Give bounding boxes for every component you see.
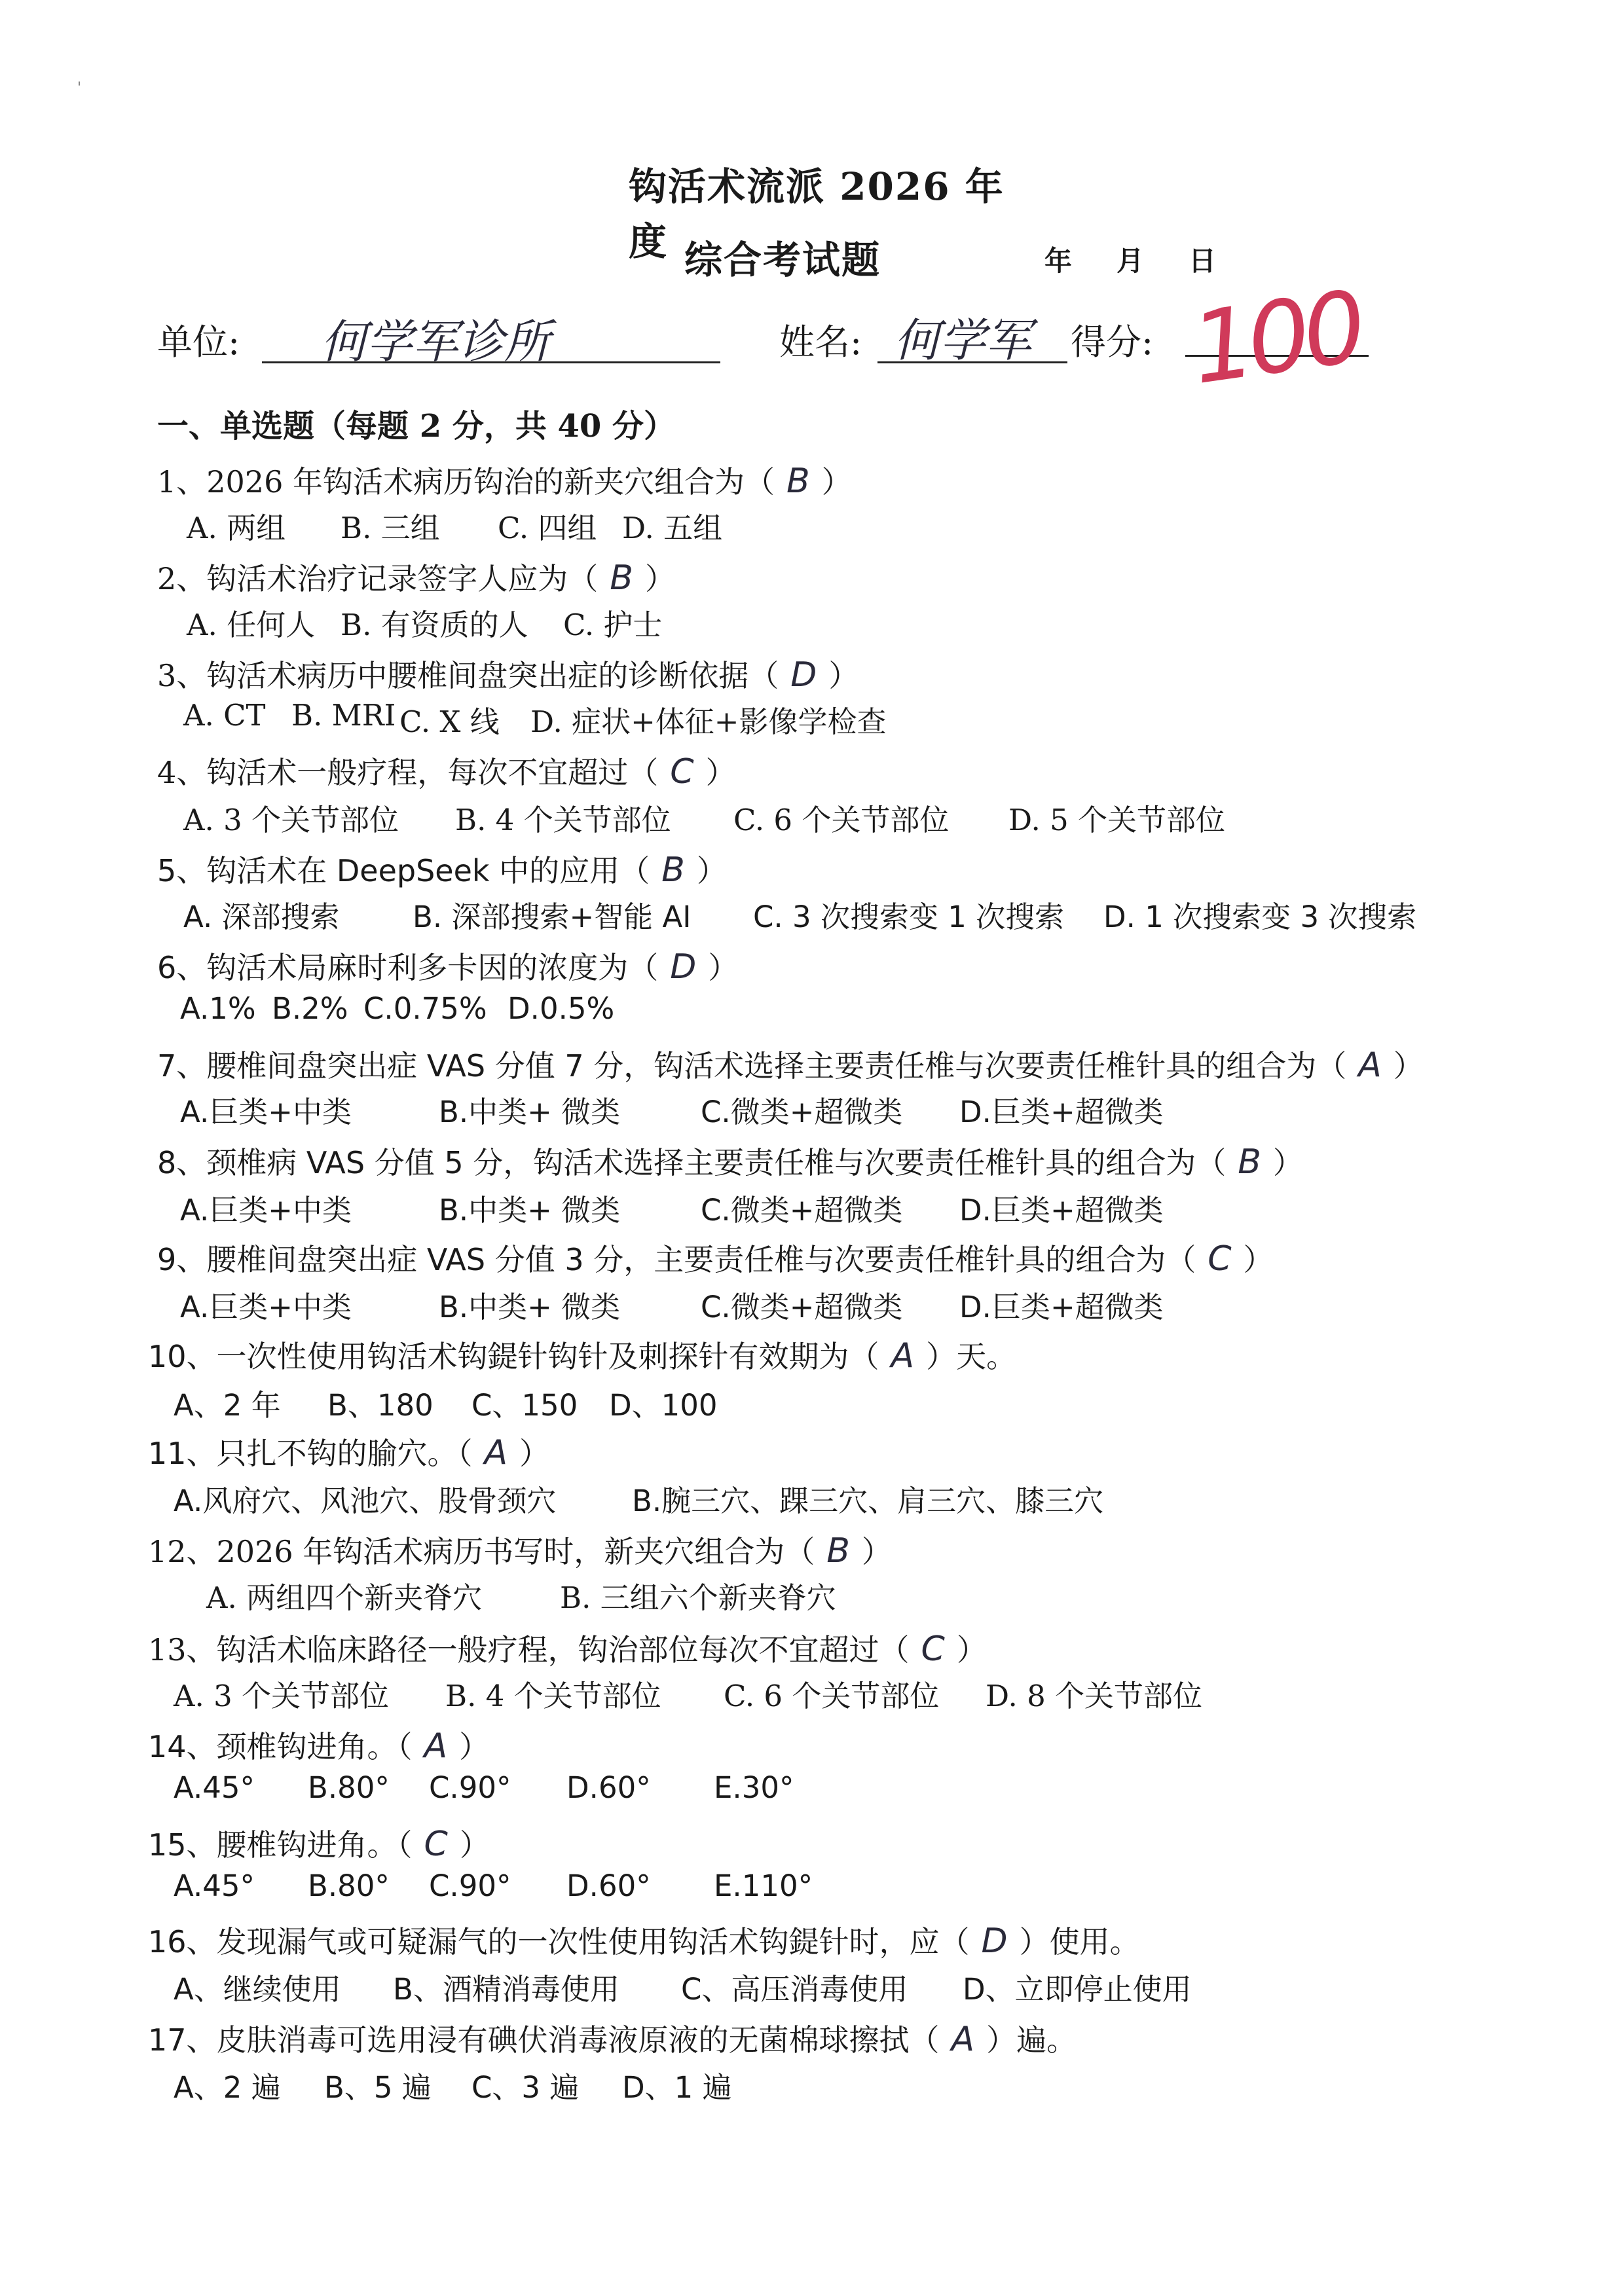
option-item: E.110° [714, 1868, 813, 1903]
handwritten-answer: C [424, 1825, 448, 1864]
handwritten-answer: A [951, 2020, 975, 2059]
option-row [174, 1477, 1450, 1516]
option-item: B.80° [308, 1770, 390, 1805]
question-text: 17、皮肤消毒可选用浸有碘伏消毒液原液的无菌棉球擦拭（ [148, 2022, 940, 2058]
option-item: C.微类+超微类 [701, 1290, 903, 1324]
question-text: 8、颈椎病 VAS 分值 5 分，钩活术选择主要责任椎与次要责任椎针具的组合为（ [157, 1145, 1227, 1180]
question-text: 2、钩活术治疗记录签字人应为（ [157, 561, 599, 596]
option-row [180, 991, 1457, 1030]
question-stem [148, 1821, 490, 1865]
handwritten-answer: A [891, 1336, 915, 1376]
option-row [206, 1574, 1483, 1613]
question-text-end: ） [708, 950, 739, 985]
question-stem [157, 652, 858, 695]
option-item: C.微类+超微类 [701, 1095, 903, 1129]
date-fields [1044, 240, 1261, 279]
question-text: 11、只扎不钩的腧穴。（ [148, 1436, 473, 1471]
handwritten-answer: B [1238, 1142, 1261, 1182]
question-text-end: ） [1393, 1048, 1424, 1084]
handwritten-answer: D [981, 1922, 1008, 1961]
option-item: B. MRI [291, 698, 396, 733]
option-item: D. 1 次搜索变 3 次搜索 [1103, 900, 1417, 934]
handwritten-answer: A [484, 1433, 508, 1472]
option-item: B. 深部搜索+智能 AI [413, 900, 692, 934]
option-item: C. 3 次搜索变 1 次搜索 [753, 900, 1065, 934]
handwritten-answer: B [826, 1531, 850, 1571]
option-item: B.中类+ 微类 [439, 1193, 621, 1228]
option-item: A. 两组四个新夹脊穴 [206, 1580, 483, 1615]
option-item: B. 三组六个新夹脊穴 [560, 1580, 836, 1615]
scan-speck: ' [77, 80, 82, 96]
question-stem [157, 1139, 1303, 1182]
option-row [174, 1381, 1450, 1421]
date-year: 年 [1044, 245, 1073, 277]
option-item: A.巨类+中类 [180, 1193, 352, 1228]
question-text-end: ） [705, 755, 736, 790]
option-item: C.90° [429, 1868, 511, 1903]
question-text-end: ） [821, 464, 852, 500]
option-item: A. CT [183, 698, 266, 733]
question-stem [157, 749, 736, 792]
option-row [174, 1770, 1450, 1810]
handwritten-answer: B [610, 558, 633, 598]
question-stem [157, 1042, 1424, 1085]
question-text: 16、发现漏气或可疑漏气的一次性使用钩活术钩鍉针时，应（ [148, 1924, 970, 1959]
question-text: 14、颈椎钩进角。（ [148, 1729, 413, 1764]
option-item: A. 3 个关节部位 [174, 1679, 390, 1713]
option-item: E.30° [714, 1770, 794, 1805]
option-item: A. 任何人 [187, 608, 316, 642]
question-stem [157, 847, 727, 890]
unit-label: 单位: [157, 321, 240, 363]
option-item: B.中类+ 微类 [439, 1290, 621, 1324]
option-item: B.中类+ 微类 [439, 1095, 621, 1129]
option-item: D.巨类+超微类 [959, 1095, 1164, 1129]
option-item: D.巨类+超微类 [959, 1193, 1164, 1228]
question-text: 15、腰椎钩进角。（ [148, 1827, 413, 1863]
name-label: 姓名: [779, 321, 862, 363]
question-text: 4、钩活术一般疗程，每次不宜超过（ [157, 755, 659, 790]
question-stem [157, 458, 852, 501]
question-text-end: ） [861, 1534, 892, 1569]
exam-title: 钩活术流派 2026 年度 [629, 164, 1005, 264]
question-stem [157, 944, 738, 987]
option-item: D. 五组 [622, 511, 723, 545]
question-stem [148, 2016, 1077, 2060]
option-row [174, 1965, 1450, 2005]
question-text: 12、2026 年钩活术病历书写时，新夹穴组合为（ [148, 1534, 815, 1569]
question-text: 6、钩活术局麻时利多卡因的浓度为（ [157, 950, 659, 985]
question-stem [148, 1430, 549, 1473]
exam-subtitle: 综合考试题 [684, 238, 881, 282]
question-text: 1、2026 年钩活术病历钩治的新夹穴组合为（ [157, 464, 775, 500]
question-text-end: ） [956, 1632, 987, 1667]
option-item: C、150 [471, 1388, 578, 1423]
option-item: B. 4 个关节部位 [455, 803, 671, 837]
option-item: C.微类+超微类 [701, 1193, 903, 1228]
question-text: 9、腰椎间盘突出症 VAS 分值 3 分，主要责任椎与次要责任椎针具的组合为（ [157, 1242, 1196, 1277]
option-item: D、1 遍 [622, 2070, 732, 2105]
option-item: A、继续使用 [174, 1972, 341, 2007]
question-stem [157, 1236, 1274, 1279]
option-row [180, 1088, 1457, 1127]
option-item: D.60° [566, 1770, 651, 1805]
question-text: 10、一次性使用钩活术钩鍉针钩针及刺探针有效期为（ [148, 1339, 879, 1374]
handwritten-answer: C [1208, 1239, 1232, 1279]
option-item: A.风府穴、风池穴、股骨颈穴 [174, 1484, 557, 1518]
option-row [187, 601, 1464, 640]
option-item: C. 四组 [498, 511, 597, 545]
option-item: A. 3 个关节部位 [183, 803, 399, 837]
handwritten-answer: A [424, 1726, 448, 1766]
date-day: 日 [1189, 245, 1217, 277]
option-row [174, 1672, 1450, 1711]
option-item: D、立即停止使用 [963, 1972, 1192, 2007]
option-item: A、2 遍 [174, 2070, 281, 2105]
question-stem [148, 1723, 489, 1766]
handwritten-answer: A [1358, 1046, 1382, 1085]
option-item: B. 有资质的人 [341, 608, 528, 642]
score-handwritten-value: 100 [1185, 270, 1367, 407]
option-item: A. 两组 [187, 511, 286, 545]
question-text-end: ） [644, 561, 675, 596]
option-row [183, 893, 1460, 932]
option-item: D. 5 个关节部位 [1008, 803, 1226, 837]
question-text: 5、钩活术在 DeepSeek 中的应用（ [157, 853, 650, 888]
handwritten-answer: D [790, 655, 817, 695]
handwritten-answer: B [661, 850, 685, 890]
option-item: C、3 遍 [471, 2070, 580, 2105]
question-text-end: ）遍。 [986, 2022, 1077, 2058]
handwritten-answer: C [670, 752, 694, 792]
option-item: C. 护士 [563, 608, 663, 642]
question-text-end: ） [459, 1827, 490, 1863]
question-text-end: ）天。 [926, 1339, 1017, 1374]
question-stem [148, 1528, 892, 1571]
date-month: 月 [1116, 245, 1145, 277]
option-item: A.1% [180, 991, 256, 1026]
option-item: A. 深部搜索 [183, 900, 340, 934]
question-text: 3、钩活术病历中腰椎间盘突出症的诊断依据（ [157, 658, 779, 693]
question-text-end: ） [519, 1436, 550, 1471]
option-item: D. 症状+体征+影像学检查 [530, 704, 887, 739]
option-row [174, 2064, 1450, 2103]
option-item: C. 6 个关节部位 [733, 803, 950, 837]
option-item: D.0.5% [507, 991, 615, 1026]
question-text: 7、腰椎间盘突出症 VAS 分值 7 分，钩活术选择主要责任椎与次要责任椎针具的组合为（ [157, 1048, 1347, 1084]
unit-handwritten-value: 何学军诊所 [321, 315, 550, 369]
question-text: 13、钩活术临床路径一般疗程，钩治部位每次不宜超过（ [148, 1632, 910, 1667]
option-row [183, 796, 1460, 835]
question-stem [157, 555, 675, 598]
option-item: D.60° [566, 1868, 651, 1903]
question-stem [148, 1626, 987, 1669]
question-text-end: ） [459, 1729, 490, 1764]
option-item: D. 8 个关节部位 [986, 1679, 1203, 1713]
question-text-end: ） [828, 658, 859, 693]
option-item: D.巨类+超微类 [959, 1290, 1164, 1324]
option-row [183, 698, 1460, 737]
option-row [174, 1868, 1450, 1908]
question-text-end: ） [1272, 1145, 1303, 1180]
option-row [187, 504, 1464, 543]
option-row [180, 1186, 1457, 1226]
option-item: B、5 遍 [324, 2070, 432, 2105]
handwritten-answer: B [786, 462, 810, 501]
option-item: C.90° [429, 1770, 511, 1805]
option-item: A.45° [174, 1868, 255, 1903]
option-item: B. 4 个关节部位 [445, 1679, 661, 1713]
option-item: B、180 [327, 1388, 434, 1423]
handwritten-answer: C [921, 1630, 945, 1669]
option-item: B.腕三穴、踝三穴、肩三穴、膝三穴 [632, 1484, 1104, 1518]
score-label: 得分: [1071, 321, 1154, 363]
option-item: B. 三组 [341, 511, 440, 545]
option-item: D、100 [609, 1388, 718, 1423]
question-text-end: ） [1243, 1242, 1274, 1277]
question-stem [148, 1918, 1140, 1961]
option-item: B、酒精消毒使用 [393, 1972, 619, 2007]
option-item: B.2% [272, 991, 348, 1026]
option-item: A、2 年 [174, 1388, 281, 1423]
option-item: C. X 线 [399, 704, 500, 739]
option-item: C. 6 个关节部位 [724, 1679, 940, 1713]
option-item: A.巨类+中类 [180, 1290, 352, 1324]
handwritten-answer: D [670, 947, 697, 987]
option-item: B.80° [308, 1868, 390, 1903]
option-row [180, 1283, 1457, 1322]
option-item: C.0.75% [363, 991, 487, 1026]
option-item: A.巨类+中类 [180, 1095, 352, 1129]
option-item: A.45° [174, 1770, 255, 1805]
question-text-end: ） [696, 853, 727, 888]
question-text-end: ）使用。 [1019, 1924, 1140, 1959]
question-stem [148, 1333, 1016, 1376]
name-handwritten-value: 何学军 [894, 314, 1031, 367]
section-single-choice-title: 一、单选题（每题 2 分，共 40 分） [157, 408, 676, 445]
option-item: C、高压消毒使用 [681, 1972, 908, 2007]
